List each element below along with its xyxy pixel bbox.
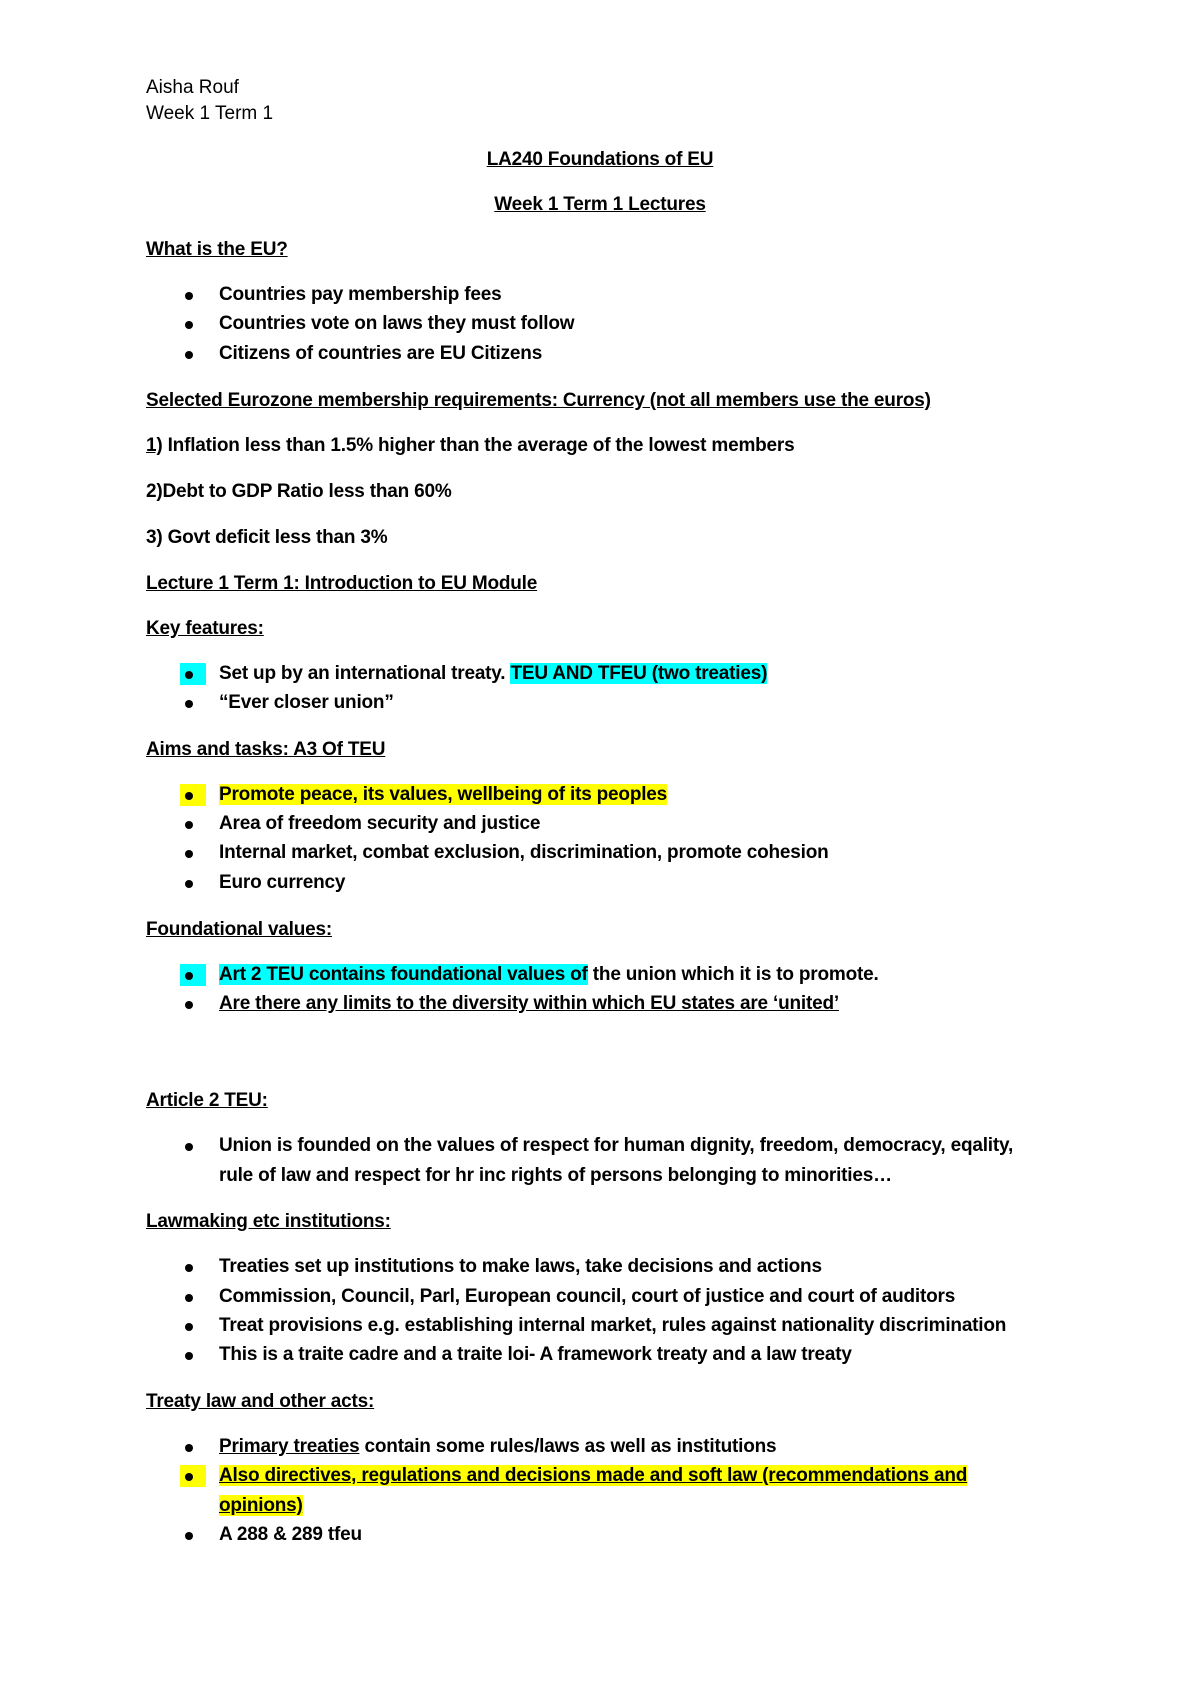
list-item: Treaties set up institutions to make laws, take decisions and actions [219,1256,822,1277]
list-item: Art 2 TEU contains foundational values of the union which it is to promote. [219,964,879,985]
bullet-icon [185,1323,193,1331]
bullet-icon [185,700,193,708]
list-item: Promote peace, its values, wellbeing of its peoples [219,784,668,805]
bullet-icon [185,850,193,858]
list-item-line: rule of law and respect for hr inc rights of persons belonging to minorities… [219,1165,892,1186]
list-item: Countries pay membership fees [219,284,502,305]
section-heading-lecture-1: Lecture 1 Term 1: Introduction to EU Module [146,573,538,594]
requirement-3: 3) Govt deficit less than 3% [146,527,388,548]
bullet-icon [185,1294,193,1302]
bullet-icon [185,1143,193,1151]
list-item: Set up by an international treaty. TEU AND TFEU (two treaties) [219,663,768,684]
list-item: Are there any limits to the diversity within which EU states are ‘united’ [219,993,839,1014]
list-item-line: Also directives, regulations and decisions made and soft law (recommendations and [219,1465,968,1486]
list-item: Treat provisions e.g. establishing internal market, rules against nationality discrimination [219,1315,1007,1336]
list-item-line: opinions) [219,1495,303,1516]
list-item: Citizens of countries are EU Citizens [219,343,543,364]
bullet-icon [185,792,193,800]
section-heading-aims: Aims and tasks: A3 Of TEU [146,739,386,760]
bullet-icon [185,1352,193,1360]
list-item: A 288 & 289 tfeu [219,1524,362,1545]
section-heading-key-features: Key features: [146,618,264,639]
section-heading-article-2: Article 2 TEU: [146,1090,268,1111]
bullet-icon [185,321,193,329]
list-item: Countries vote on laws they must follow [219,313,575,334]
bullet-highlight [180,964,206,986]
section-heading-foundational: Foundational values: [146,919,333,940]
author-name: Aisha Rouf [146,77,239,98]
bullet-icon [185,1264,193,1272]
section-heading-what-is-eu: What is the EU? [146,239,288,260]
list-item: Internal market, combat exclusion, discrimination, promote cohesion [219,842,829,863]
list-item: This is a traite cadre and a traite loi- A framework treaty and a law treaty [219,1344,852,1365]
bullet-highlight [180,784,206,806]
bullet-icon [185,351,193,359]
document-subtitle: Week 1 Term 1 Lectures [494,194,706,215]
bullet-icon [185,880,193,888]
bullet-icon [185,972,193,980]
bullet-icon [185,1444,193,1452]
section-heading-lawmaking: Lawmaking etc institutions: [146,1211,391,1232]
bullet-highlight [180,1465,206,1487]
requirement-1: 1) Inflation less than 1.5% higher than the average of the lowest members [146,435,795,456]
bullet-icon [185,292,193,300]
bullet-icon [185,1001,193,1009]
section-heading-eurozone: Selected Eurozone membership requirements: Currency (not all members use the euros) [146,390,931,411]
bullet-icon [185,1473,193,1481]
list-item: “Ever closer union” [219,692,394,713]
document-title: LA240 Foundations of EU [486,149,714,170]
list-item: Area of freedom security and justice [219,813,541,834]
bullet-icon [185,821,193,829]
section-heading-treaty-law: Treaty law and other acts: [146,1391,375,1412]
bullet-icon [185,1532,193,1540]
list-item: Commission, Council, Parl, European council, court of justice and court of auditors [219,1286,956,1307]
list-item: Primary treaties contain some rules/laws as well as institutions [219,1436,777,1457]
requirement-2: 2)Debt to GDP Ratio less than 60% [146,481,452,502]
list-item-line: Union is founded on the values of respect for human dignity, freedom, democracy, eqality, [219,1135,1014,1156]
list-item: Euro currency [219,872,346,893]
week-label: Week 1 Term 1 [146,103,274,124]
bullet-icon [185,671,193,679]
bullet-highlight [180,663,206,685]
